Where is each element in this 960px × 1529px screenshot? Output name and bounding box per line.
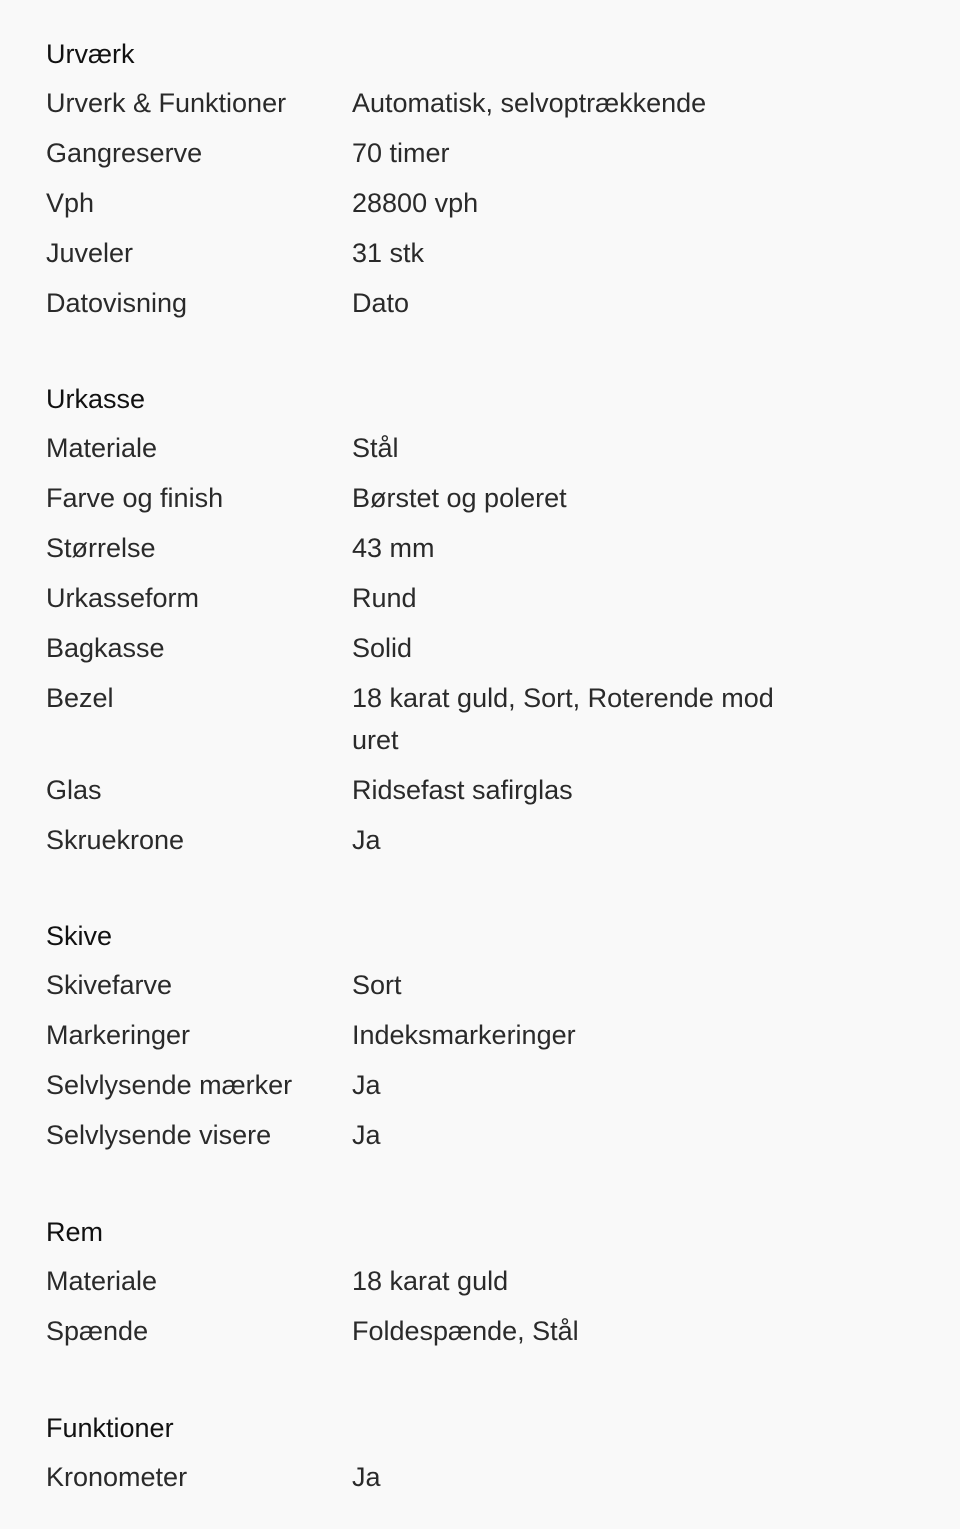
spec-value: Automatisk, selvoptrækkende xyxy=(352,88,707,118)
spec-value: Stål xyxy=(352,433,399,463)
spec-row xyxy=(46,1306,906,1356)
spec-label: Urkasseform xyxy=(46,583,200,613)
spec-label: Størrelse xyxy=(46,533,156,563)
section-title: Rem xyxy=(46,1217,104,1247)
spec-value: 70 timer xyxy=(352,138,450,168)
section-functions xyxy=(46,1412,906,1502)
spec-row xyxy=(46,523,906,573)
section-title: Urværk xyxy=(46,39,135,69)
spec-value: 31 stk xyxy=(352,238,425,268)
spec-row xyxy=(46,1060,906,1110)
spec-value: Ja xyxy=(352,1070,381,1100)
spec-value: 18 karat guld xyxy=(352,1266,509,1296)
spec-label: Gangreserve xyxy=(46,138,203,168)
spec-value: 28800 vph xyxy=(352,188,479,218)
section-title: Skive xyxy=(46,921,113,951)
spec-label: Skivefarve xyxy=(46,970,173,1000)
spec-row xyxy=(46,423,906,473)
spec-row xyxy=(46,673,906,765)
section-case xyxy=(46,383,906,865)
section-title: Urkasse xyxy=(46,384,146,414)
spec-row xyxy=(46,815,906,865)
spec-label: Glas xyxy=(46,775,102,805)
spec-value: Ja xyxy=(352,825,381,855)
spec-row xyxy=(46,960,906,1010)
spec-label: Selvlysende mærker xyxy=(46,1070,293,1100)
section-title: Funktioner xyxy=(46,1413,174,1443)
spec-row xyxy=(46,178,906,228)
spec-value: Solid xyxy=(352,633,413,663)
spec-row xyxy=(46,1110,906,1160)
spec-value: Dato xyxy=(352,288,410,318)
spec-label: Markeringer xyxy=(46,1020,191,1050)
section-movement xyxy=(46,38,906,328)
spec-label: Materiale xyxy=(46,1266,158,1296)
spec-row xyxy=(46,278,906,328)
spec-value: Rund xyxy=(352,583,417,613)
spec-label: Vph xyxy=(46,188,95,218)
spec-label: Bagkasse xyxy=(46,633,165,663)
spec-value: Børstet og poleret xyxy=(352,483,567,513)
spec-label: Farve og finish xyxy=(46,483,224,513)
spec-row xyxy=(46,473,906,523)
spec-label: Bezel xyxy=(46,683,114,713)
spec-label: Juveler xyxy=(46,238,134,268)
spec-label: Selvlysende visere xyxy=(46,1120,272,1150)
section-strap xyxy=(46,1216,906,1356)
spec-value: Indeksmarkeringer xyxy=(352,1020,576,1050)
section-dial xyxy=(46,920,906,1160)
spec-row xyxy=(46,228,906,278)
spec-row xyxy=(46,573,906,623)
spec-value: 18 karat guld, Sort, Roterende mod uret xyxy=(352,683,774,755)
spec-value: Ja xyxy=(352,1120,381,1150)
spec-label: Kronometer xyxy=(46,1462,188,1492)
spec-row xyxy=(46,765,906,815)
spec-label: Spænde xyxy=(46,1316,149,1346)
spec-row xyxy=(46,128,906,178)
spec-row xyxy=(46,1010,906,1060)
spec-row xyxy=(46,78,906,128)
spec-row xyxy=(46,1256,906,1306)
spec-label: Urverk & Funktioner xyxy=(46,88,287,118)
spec-value: Sort xyxy=(352,970,402,1000)
spec-row xyxy=(46,623,906,673)
spec-value: Ja xyxy=(352,1462,381,1492)
spec-value: 43 mm xyxy=(352,533,435,563)
spec-label: Skruekrone xyxy=(46,825,185,855)
spec-row xyxy=(46,1452,906,1502)
spec-label: Materiale xyxy=(46,433,158,463)
spec-value: Ridsefast safirglas xyxy=(352,775,573,805)
spec-label: Datovisning xyxy=(46,288,188,318)
spec-value: Foldespænde, Stål xyxy=(352,1316,579,1346)
